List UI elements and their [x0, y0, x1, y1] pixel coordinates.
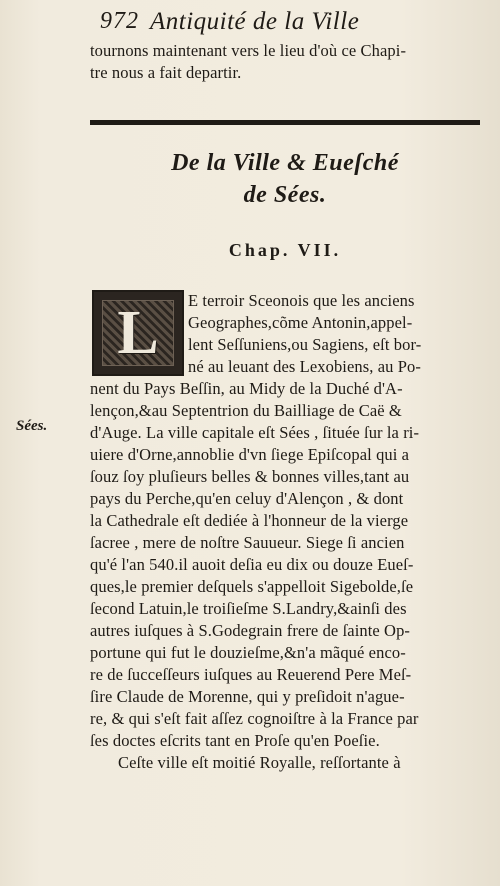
continuation-line: tre nous a fait departir. — [90, 63, 242, 82]
text-line: uiere d'Orne,annoblie d'vn ſiege Epiſcopal qui a — [90, 445, 410, 464]
initial-letter: L — [117, 298, 159, 367]
text-line: ſecond Latuin,le troiſieſme S.Landry,&ainſi des — [90, 599, 407, 618]
text-line: Geographes,cõme Antonin,appel- — [188, 313, 413, 332]
text-line: nent du Pays Beſſin, au Midy de la Duché d'A- — [90, 379, 403, 398]
continuation-line: tournons maintenant vers le lieu d'où ce Chapi- — [90, 41, 407, 60]
text-line: autres iuſques à S.Godegrain frere de ſainte Op- — [90, 621, 411, 640]
text-line: ſire Claude de Morenne, qui y preſidoit n'ague- — [90, 687, 405, 706]
text-line: E terroir Sceonois que les anciens — [188, 291, 415, 310]
section-title: De la Ville & Eueſché — [171, 150, 399, 176]
text-line: la Cathedrale eſt dediée à l'honneur de la vierge — [90, 511, 409, 530]
text-line: portune qui fut le douzieſme,&n'a mãqué enco- — [90, 643, 406, 662]
decorated-initial — [92, 290, 184, 376]
page-number: 972 — [100, 8, 139, 34]
text-line: lent Seſſuniens,ou Sagiens, eſt bor- — [188, 335, 422, 354]
text-line: né au leuant des Lexobiens, au Po- — [188, 357, 421, 376]
text-line: ſacree , mere de noſtre Sauueur. Siege ſi ancien — [90, 533, 405, 552]
text-line: d'Auge. La ville capitale eſt Sées , ſituée ſur la ri- — [90, 423, 420, 442]
text-line: ſes doctes eſcrits tant en Proſe qu'en Poeſie. — [90, 731, 380, 750]
text-line: lençon,&au Septentrion du Bailliage de Caë & — [90, 401, 402, 420]
text-line: ſouz ſoy pluſieurs belles & bonnes villes,tant au — [90, 467, 410, 486]
text-line: re de ſucceſſeurs iuſques au Reuerend Pere Meſ- — [90, 665, 412, 684]
text-line: pays du Perche,qu'en celuy d'Alençon , & dont — [90, 489, 404, 508]
running-title: Antiquité de la Ville — [150, 8, 360, 35]
section-divider — [90, 120, 480, 125]
text-line: ques,le premier deſquels s'appelloit Sigebolde,ſe — [90, 577, 414, 596]
chapter-heading: Chap. VII. — [228, 240, 342, 260]
margin-note: Sées. — [16, 418, 48, 434]
section-title-line2: de Sées. — [243, 182, 327, 208]
page-header — [100, 8, 460, 36]
text-line: re, & qui s'eſt fait aſſez cognoiſtre à la France par — [90, 709, 419, 728]
text-line: qu'é l'an 540.il auoit deſia eu dix ou douze Eueſ- — [90, 555, 414, 574]
text-line: Ceſte ville eſt moitié Royalle, reſſortante à — [118, 753, 401, 772]
